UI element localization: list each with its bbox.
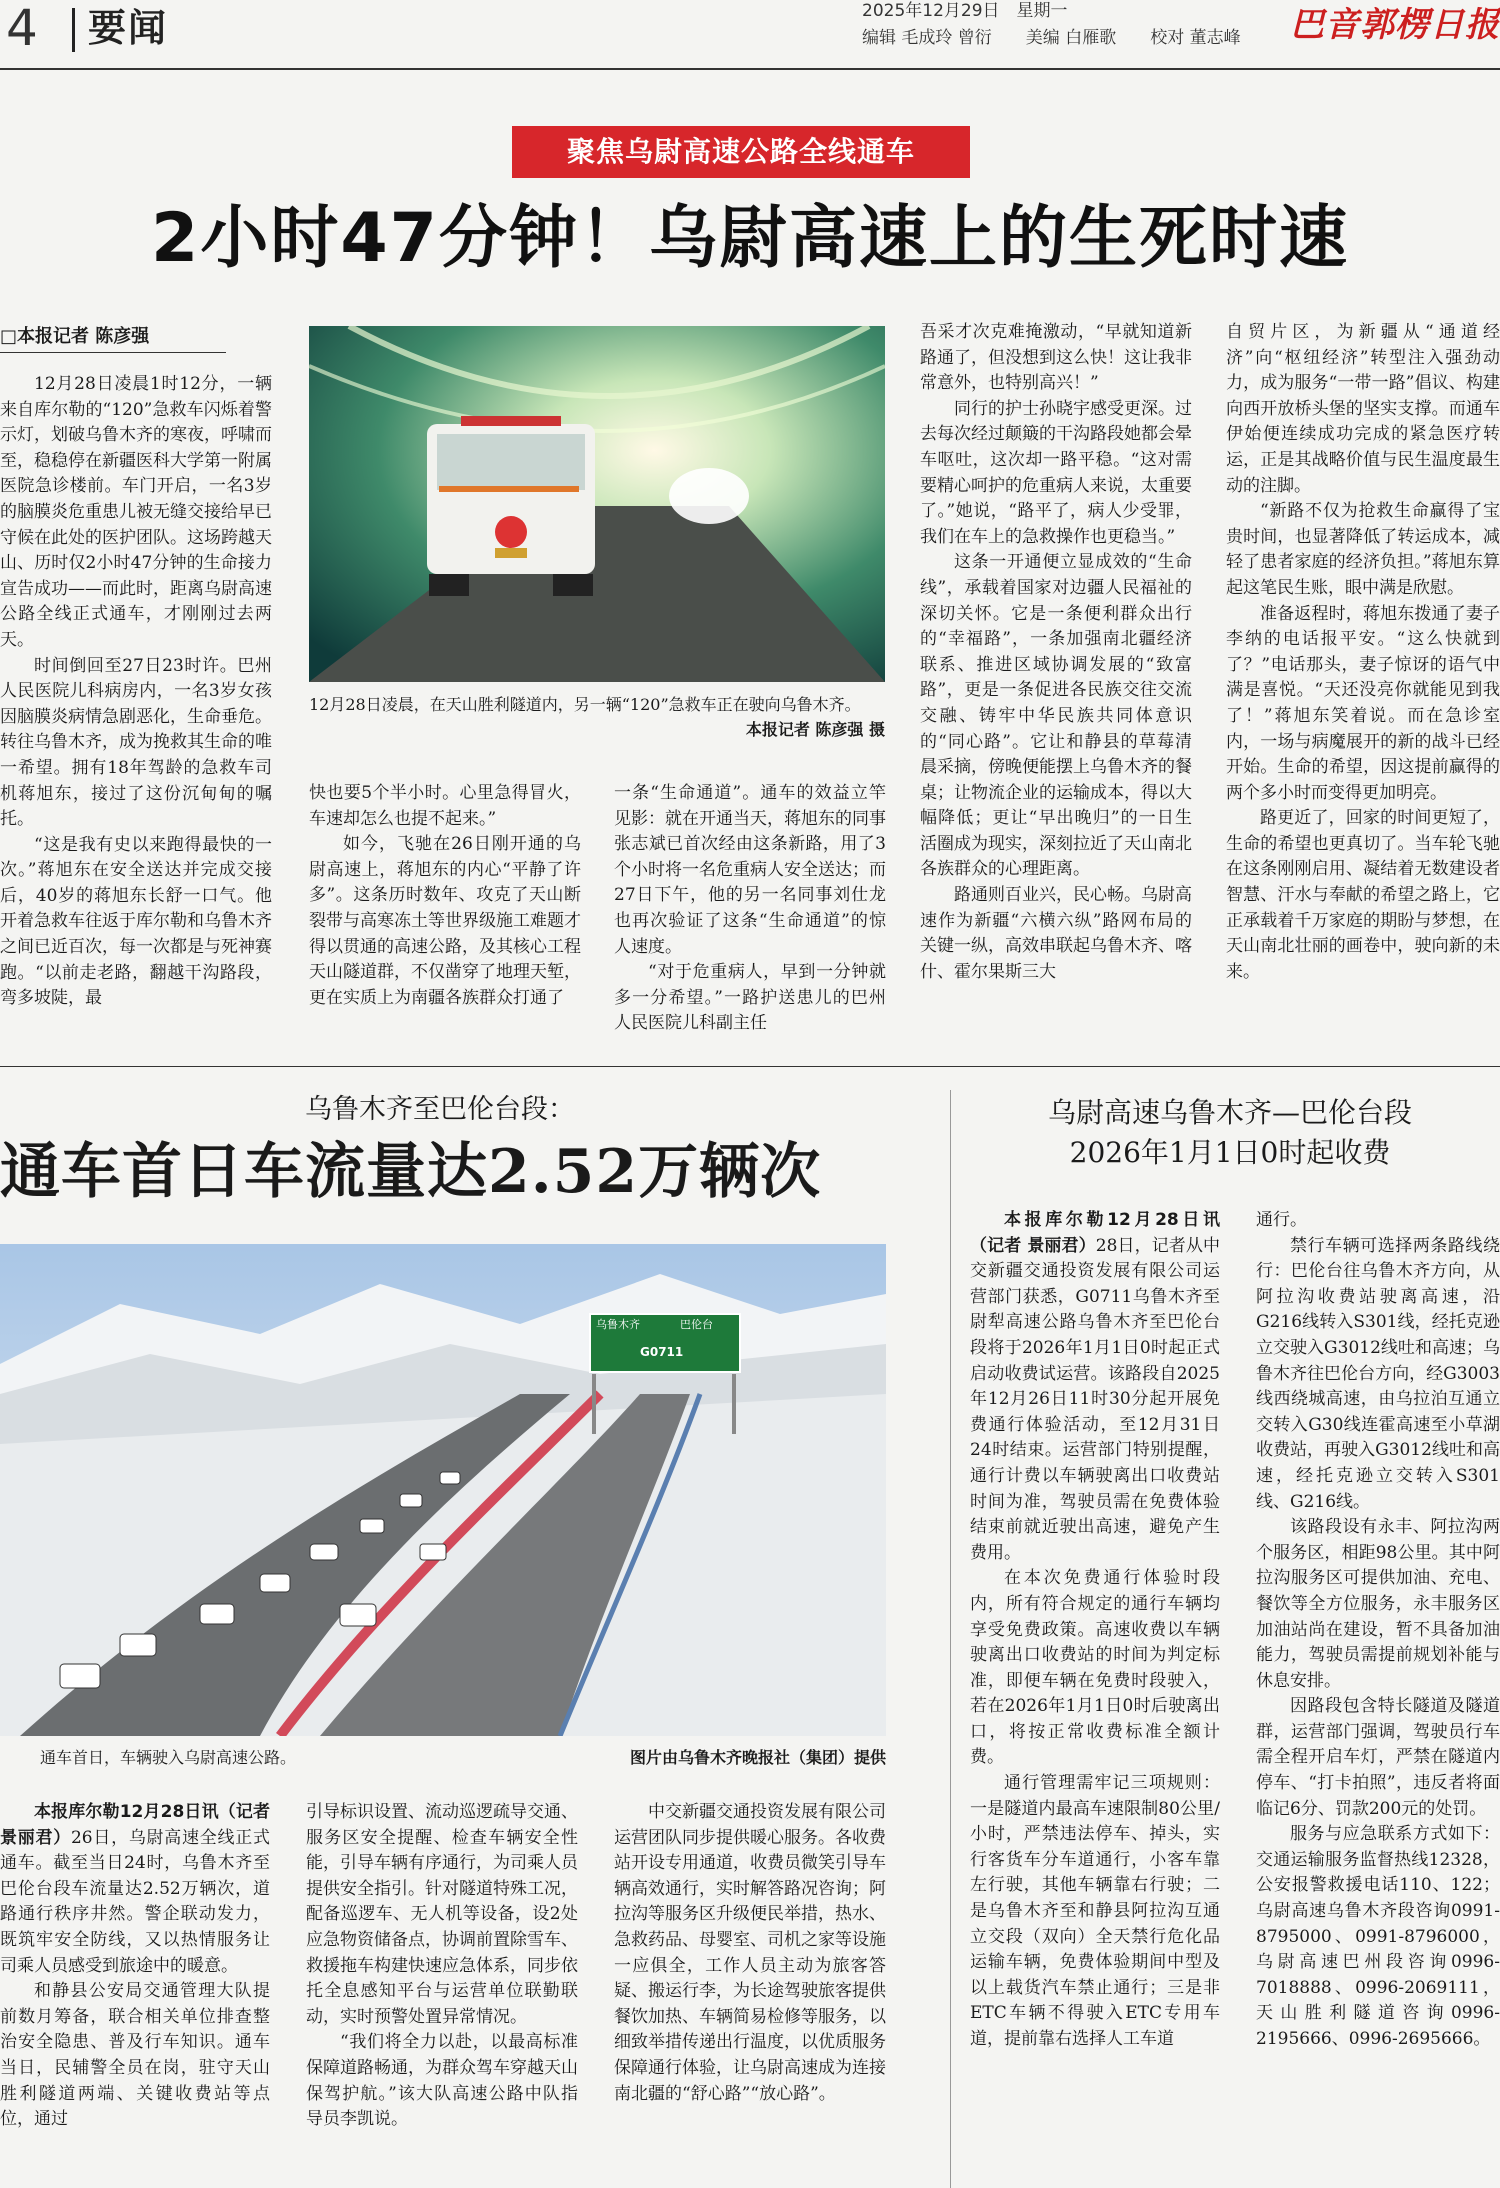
masthead-divider — [72, 8, 75, 52]
paragraph: 禁行车辆可选择两条路线绕行：巴伦台往乌鲁木齐方向，从阿拉沟收费站驶离高速，沿G216线转入S301线，经托克逊立交驶入G3012线吐和高速；乌鲁木齐往巴伦台方向，经G3003线西绕城高速，由乌拉泊互通立交转入G30线连霍高速至小草湖收费站，再驶入G3012线吐和高速，经托克逊立交转入S301线、G216线。 — [1256, 1235, 1500, 1512]
paragraph: 12月28日凌晨1时12分，一辆来自库尔勒的“120”急救车闪烁着警示灯，划破乌鲁木齐的寒夜，呼啸而至，稳稳停在新疆医科大学第一附属医院急诊楼前。车门开启，一名3岁的脑膜炎危重患儿被无缝交接给早已守候在此处的医护团队。这场跨越天山、历时仅2小时47分钟的生命接力宣告成功——而此时，距离乌尉高速公路全线正式通车，才刚刚过去两天。 — [0, 374, 272, 650]
lead-text: 28日，记者从中交新疆交通投资发展有限公司运营部门获悉，G0711乌鲁木齐至尉犁高速公路乌鲁木齐至巴伦台段将于2026年1月1日0时起正式启动收费试运营。该路段自2025年12月26日11时30分起开展免费通行体验活动，至12月31日24时结束。运营部门特别提醒，通行计费以车辆驶离出口收费站时间为准，驾驶员需在免费体验结束前就近驶出高速，避免产生费用。 — [970, 1235, 1220, 1563]
paragraph: “这是我有史以来跑得最快的一次。”蒋旭东在安全送达并完成交接后，40岁的蒋旭东长舒一口气。他开着急救车往返于库尔勒和乌鲁木齐之间已近百次，每一次都是与死神赛跑。“以前走老路，翻越干沟路段，弯多坡陡，最 — [0, 834, 272, 1009]
byline-rule — [0, 352, 226, 353]
story2-headline: 通车首日车流量达2.52万辆次 — [0, 1137, 822, 1207]
paragraph: 路更近了，回家的时间更短了，生命的希望也更真切了。当车轮飞驰在这条刚刚启用、凝结着无数建设者智慧、汗水与奉献的希望之路上，它正承载着千万家庭的期盼与梦想，在天山南北壮丽的画卷中，驶向新的未来。 — [1226, 808, 1500, 982]
paragraph: 自贸片区，为新疆从“通道经济”向“枢纽经济”转型注入强劲动力，成为服务“一带一路”倡议、构建向西开放桥头堡的坚实支撑。而通车伊始便连续成功完成的紧急医疗转运，正是其战略价值与民生温度最生动的注脚。 — [1226, 322, 1500, 496]
story3-headline-line2: 2026年1月1日0时起收费 — [1069, 1136, 1391, 1169]
paragraph: 同行的护士孙晓宇感受更深。过去每次经过颠簸的干沟路段她都会晕车呕吐，这次却一路平稳。“这对需要精心呵护的危重病人来说，太重要了。”她说，“路平了，病人少受罪，我们在车上的急救操作也更稳当。” — [920, 398, 1192, 547]
paragraph: “新路不仅为抢救生命赢得了宝贵时间，也显著降低了转运成本，减轻了患者家庭的经济负担。”蒋旭东算起这笔民生账，眼中满是欣慰。 — [1226, 501, 1500, 598]
ambulance-tunnel-image — [309, 326, 885, 682]
paragraph: 服务与应急联系方式如下：交通运输服务监督热线12328，公安报警救援电话110、122；乌尉高速乌鲁木齐段咨询0991-8795000、0991-8796000，乌尉高速巴州段咨询0996-7018888、0996-2069111，天山胜利隧道咨询0996-2195666、0996-2695666。 — [1256, 1824, 1500, 2049]
photo-caption-1 — [309, 693, 885, 717]
byline: □本报记者 陈彦强 — [0, 326, 150, 347]
caption-text: 12月28日凌晨，在天山胜利隧道内，另一辆“120”急救车正在驶向乌鲁木齐。 — [309, 695, 861, 714]
highway-photo — [0, 1244, 886, 1736]
section-rule — [0, 1066, 1500, 1067]
paragraph: 通行。 — [1256, 1210, 1307, 1230]
sign-route-text: G0711 — [640, 1345, 684, 1359]
story2-column-3 — [614, 1800, 886, 2188]
paragraph: 准备返程时，蒋旭东拨通了妻子李纳的电话报平安。“这么快就到了？”电话那头，妻子惊讶的语气中满是喜悦。“天还没亮你就能见到我了！”蒋旭东笑着说。而在急诊室内，一场与病魔展开的新的战斗已经开始。生命的希望，因这提前赢得的两个多小时而变得更加明亮。 — [1226, 603, 1500, 803]
feature-column-4 — [920, 320, 1192, 1048]
ambulance-graphic — [427, 416, 595, 596]
feature-column-2 — [309, 781, 581, 1048]
paragraph: 在本次免费通行体验时段内，所有符合规定的通行车辆均享受免费政策。高速收费以车辆驶离出口收费站的时间为判定标准，即便车辆在免费时段驶入，若在2026年1月1日0时后驶离出口，将按正常收费标准全额计费。 — [970, 1568, 1220, 1768]
sign-left-text: 乌鲁木齐 — [596, 1318, 640, 1331]
date-line: 2025年12月29日 星期一 — [862, 1, 1068, 21]
photo-caption-2: 通车首日，车辆驶入乌尉高速公路。 — [40, 1748, 297, 1767]
photo-credit-1: 本报记者 陈彦强 摄 — [745, 720, 885, 739]
paragraph: 和静县公安局交通管理大队提前数月筹备，联合相关单位排查整治安全隐患、普及行车知识。通车当日，民辅警全员在岗，驻守天山胜利隧道两端、关键收费站等点位，通过 — [0, 1981, 270, 2130]
paragraph: 吾采才次克难掩激动，“早就知道新路通了，但没想到这么快！这让我非常意外，也特别高兴！” — [920, 322, 1192, 394]
feature-column-3 — [614, 781, 886, 1048]
story3-column-1 — [970, 1208, 1220, 2188]
paragraph: “对于危重病人，早到一分钟就多一分希望。”一路护送患儿的巴州人民医院儿科副主任 — [614, 962, 886, 1034]
feature-column-1 — [0, 372, 272, 1048]
staff-line: 编辑 毛成玲 曾衍 美编 白雁歌 校对 董志峰 — [862, 28, 1241, 48]
ambulance-tunnel-photo — [309, 326, 885, 682]
paragraph: 引导标识设置、流动巡逻疏导交通、服务区安全提醒、检查车辆安全性能，引导车辆有序通行，为司乘人员提供安全指引。针对隧道特殊工况，配备巡逻车、无人机等设备，设2处应急物资储备点，协调前置除雪车、救援拖车构建快速应急体系，同步依托全息感知平台与运营单位联勤联动，实时预警处置异常情况。 — [306, 1802, 578, 2027]
newspaper-logo: 巴音郭楞日报 — [1290, 5, 1500, 45]
paragraph: 中交新疆交通投资发展有限公司运营团队同步提供暖心服务。各收费站开设专用通道，收费员微笑引导车辆高效通行，实时解答路况咨询；阿拉沟等服务区升级便民举措，热水、急救药品、母婴室、司机之家等设施一应俱全，工作人员主动为旅客答疑、搬运行李，为长途驾驶旅客提供餐饮加热、车辆简易检修等服务，以细致举措传递出行温度，以优质服务保障通行体验，让乌尉高速成为连接南北疆的“舒心路”“放心路”。 — [614, 1802, 886, 2104]
paragraph: 通行管理需牢记三项规则：一是隧道内最高车速限制80公里/小时，严禁违法停车、掉头，实行客货车分车道通行，小客车靠左行驶，其他车辆靠右行驶；二是乌鲁木齐至和静县阿拉沟互通立交段（双向）全天禁行危化品运输车辆，免费体验期间中型及以上载货汽车禁止通行；三是非ETC车辆不得驶入ETC专用车道，提前靠右选择人工车道 — [970, 1773, 1220, 2049]
dateline: 本报库尔勒12月28日讯（记者 景丽君） — [0, 1802, 270, 1848]
story3-headline-line1: 乌尉高速乌鲁木齐—巴伦台段 — [1047, 1096, 1412, 1129]
feature-headline: 2小时47分钟！乌尉高速上的生死时速 — [151, 199, 1349, 278]
sign-right-text: 巴伦台 — [680, 1318, 713, 1331]
paragraph: 如今，飞驰在26日刚开通的乌尉高速上，蒋旭东的内心“平静了许多”。这条历时数年、攻克了天山断裂带与高寒冻土等世界级施工难题才得以贯通的高速公路，及其核心工程天山隧道群，不仅凿穿了地理天堑，更在实质上为南疆各族群众打通了 — [309, 834, 581, 1008]
paragraph: “我们将全力以赴，以最高标准保障道路畅通，为群众驾车穿越天山保驾护航。”该大队高速公路中队指导员李凯说。 — [306, 2032, 578, 2130]
highway-image — [0, 1244, 886, 1736]
paragraph: 路通则百业兴，民心畅。乌尉高速作为新疆“六横六纵”路网布局的关键一纵，高效串联起乌鲁木齐、喀什、霍尔果斯三大 — [920, 885, 1192, 982]
dateline: 本报库尔勒12月28日讯（记者 景丽君） — [970, 1210, 1220, 1256]
paragraph: 该路段设有永丰、阿拉沟两个服务区，相距98公里。其中阿拉沟服务区可提供加油、充电、餐饮等全方位服务，永丰服务区加油站尚在建设，暂不具备加油能力，驾驶员需提前规划补能与休息安排。 — [1256, 1517, 1500, 1691]
paragraph: 快也要5个半小时。心里急得冒火，车速却怎么也提不起来。” — [309, 783, 581, 829]
story2-column-2 — [306, 1800, 578, 2188]
story2-column-1 — [0, 1800, 270, 2188]
paragraph: 因路段包含特长隧道及隧道群，运营部门强调，驾驶员行车需全程开启车灯，严禁在隧道内停车、“打卡拍照”，违反者将面临记6分、罚款200元的处罚。 — [1256, 1696, 1500, 1819]
story3-column-2 — [1256, 1208, 1500, 2188]
paragraph — [970, 1208, 1220, 1566]
paragraph: 一条“生命通道”。通车的效益立竿见影：就在开通当天，蒋旭东的同事张志斌已首次经由这条新路，用了3个小时将一名危重病人安全送达；而27日下午，他的另一名同事刘仕龙也再次验证了这条“生命通道”的惊人速度。 — [614, 783, 886, 957]
paragraph: 时间倒回至27日23时许。巴州人民医院儿科病房内，一名3岁女孩因脑膜炎病情急剧恶化，生命垂危。转往乌鲁木齐，成为挽救其生命的唯一希望。拥有18年驾龄的急救车司机蒋旭东，接过了这份沉甸甸的嘱托。 — [0, 655, 272, 830]
section-title: 要闻 — [88, 6, 169, 50]
column-divider — [950, 1090, 951, 2188]
page-number: 4 — [6, 0, 38, 57]
story2-kicker: 乌鲁木齐至巴伦台段： — [305, 1094, 575, 1125]
paragraph: 这条一开通便立显成效的“生命线”，承载着国家对边疆人民福祉的深切关怀。它是一条便利群众出行的“幸福路”，一条加强南北疆经济联系、推进区域协调发展的“致富路”，更是一条促进各民族交往交流交融、铸牢中华民族共同体意识的“同心路”。它让和静县的草莓清晨采摘，傍晚便能摆上乌鲁木齐的餐桌；让物流企业的运输成本，得以大幅降低；更让“早出晚归”的一日生活圈成为现实，深刻拉近了天山南北各族群众的心理距离。 — [920, 552, 1192, 880]
masthead-rule — [0, 68, 1500, 70]
kicker-text: 聚焦乌尉高速公路全线通车 — [566, 135, 915, 168]
lead-text: 26日，乌尉高速全线正式通车。截至当日24时，乌鲁木齐至巴伦台段车流量达2.52万辆次，道路通行秩序井然。警企联动发力，既筑牢安全防线，又以热情服务让司乘人员感受到旅途中的暖意。 — [0, 1827, 270, 1976]
feature-column-5 — [1226, 320, 1500, 1048]
photo-credit-2: 图片由乌鲁木齐晚报社（集团）提供 — [629, 1748, 886, 1767]
paragraph — [0, 1800, 270, 1979]
